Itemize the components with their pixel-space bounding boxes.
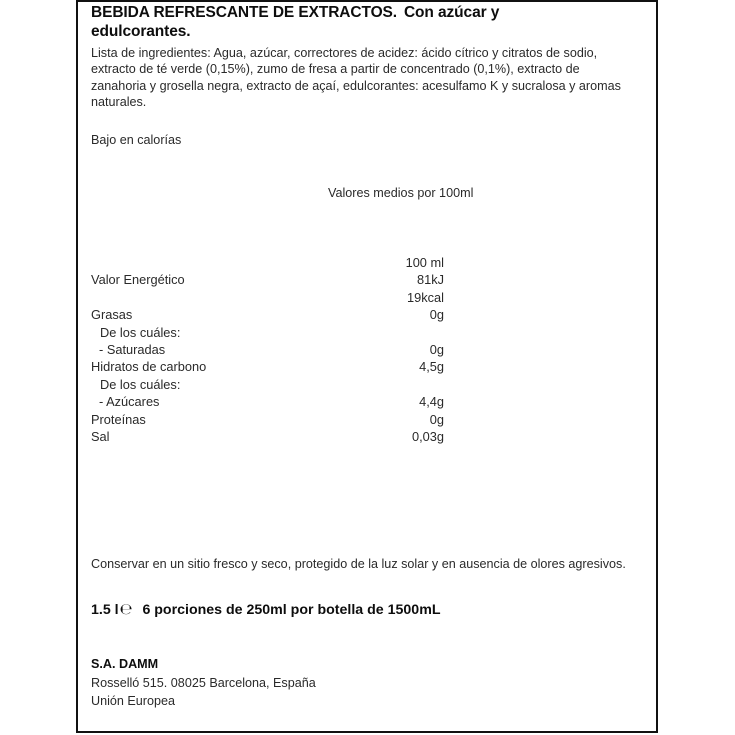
nutrient-label: Sal xyxy=(91,428,110,444)
low-calorie-claim: Bajo en calorías xyxy=(91,132,182,147)
nutrient-label: - Azúcares xyxy=(99,394,160,410)
table-row xyxy=(91,306,444,323)
nutrition-label-panel xyxy=(76,0,658,733)
nutrient-label: Proteínas xyxy=(91,411,146,427)
nutrient-value: 81kJ xyxy=(416,272,444,288)
nutrition-table xyxy=(91,254,444,445)
table-row xyxy=(91,358,444,375)
manufacturer-address: Rosselló 515. 08025 Barcelona, España xyxy=(91,675,316,690)
manufacturer-region: Unión Europea xyxy=(91,694,176,709)
table-row xyxy=(91,324,444,341)
table-row xyxy=(91,271,444,288)
servings-text: 6 porciones de 250ml por botella de 1500mL xyxy=(142,602,441,618)
table-row xyxy=(91,411,444,428)
nutrient-label: Hidratos de carbono xyxy=(91,359,207,375)
nutrient-label: De los cuáles: xyxy=(100,376,181,392)
manufacturer-block xyxy=(91,655,316,711)
estimated-sign-icon: ℮ xyxy=(119,600,133,618)
table-row xyxy=(91,428,444,445)
manufacturer-name: S.A. DAMM xyxy=(91,657,159,671)
product-title xyxy=(91,3,646,41)
table-row xyxy=(91,289,444,306)
nutrient-value: 4,5g xyxy=(419,359,444,375)
product-title-line2: edulcorantes. xyxy=(91,23,191,40)
nutrient-label: Grasas xyxy=(91,307,133,323)
volume-line xyxy=(91,600,440,618)
product-title-main: BEBIDA REFRESCANTE DE EXTRACTOS. xyxy=(91,4,397,21)
nutrient-value: 4,4g xyxy=(419,394,444,410)
nutrient-label: De los cuáles: xyxy=(100,324,181,340)
ingredients-list: Lista de ingredientes: Agua, azúcar, correctores de acidez: ácido cítrico y citratos de sodio, extracto de té verde (0,15%), zumo de fresa a partir de concentrado (0,1%), extracto de zanahoria y grosella negra, extracto de açaí, edulcorantes: acesulfamo K y sucralosa y aromas naturales. xyxy=(91,46,621,110)
nutrient-label: - Saturadas xyxy=(99,341,166,357)
table-row xyxy=(91,376,444,393)
label-content xyxy=(91,2,646,709)
volume-amount: 1.5 l xyxy=(91,602,119,618)
nutrient-value: 0,03g xyxy=(411,428,444,444)
nutrient-value: 0g xyxy=(429,341,444,357)
storage-instructions: Conservar en un sitio fresco y seco, protegido de la luz solar y en ausencia de olores agresivos. xyxy=(91,556,626,571)
nutrient-value: 19kcal xyxy=(407,289,444,305)
table-row xyxy=(91,254,444,271)
nutrient-value: 0g xyxy=(429,307,444,323)
nutrition-table-heading: Valores medios por 100ml xyxy=(328,186,474,200)
nutrient-label: Valor Energético xyxy=(91,272,185,288)
nutrient-value: 100 ml xyxy=(405,255,444,270)
table-row xyxy=(91,341,444,358)
table-row xyxy=(91,393,444,410)
nutrient-value: 0g xyxy=(429,411,444,427)
product-title-suffix: Con azúcar y xyxy=(403,4,500,21)
